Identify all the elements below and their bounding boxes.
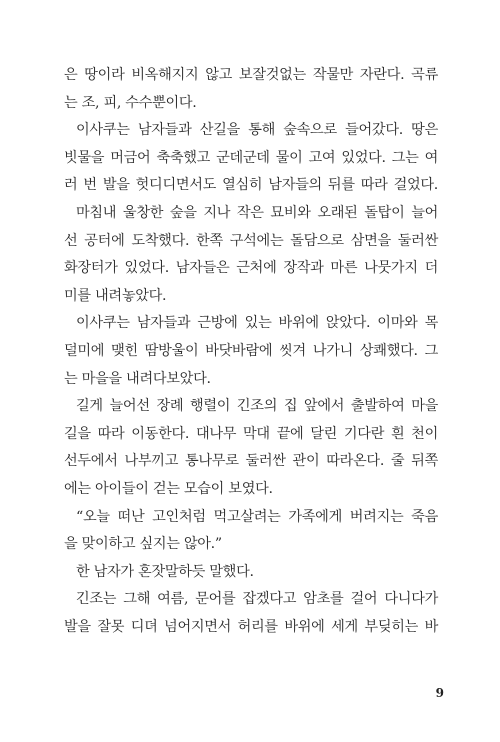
text-line: 은 땅이라 비옥해지지 않고 보잘것없는 작물만 자란다. 곡류 xyxy=(64,67,438,83)
text-line: 을 맞이하고 싶지는 않아.” xyxy=(64,536,222,553)
text-line: 러 번 발을 헛디디면서도 열심히 남자들의 뒤를 따라 걸었다. xyxy=(64,177,438,194)
text-line: 미를 내려놓았다. xyxy=(64,287,167,304)
text-line: 덜미에 맺힌 땀방울이 바닷바람에 씻겨 나가니 상쾌했다. 그 xyxy=(64,342,438,359)
text-line: 긴조는 그해 여름, 문어를 잡겠다고 암초를 걸어 다니다가 xyxy=(76,591,438,608)
text-line: 는 마을을 내려다보았다. xyxy=(64,370,211,387)
text-line: 길게 늘어선 장례 행렬이 긴조의 집 앞에서 출발하여 마을 xyxy=(76,398,438,415)
text-line: 선두에서 나부끼고 통나무로 둘러싼 관이 따라온다. 줄 뒤쪽 xyxy=(64,453,438,470)
page-number: 9 xyxy=(435,686,444,700)
text-line: 이사쿠는 남자들과 근방에 있는 바위에 앉았다. 이마와 목 xyxy=(76,315,438,332)
text-line: 화장터가 있었다. 남자들은 근처에 장작과 마른 나뭇가지 더 xyxy=(64,260,438,277)
text-line: 한 남자가 혼잣말하듯 말했다. xyxy=(76,563,254,580)
text-line: 길을 따라 이동한다. 대나무 막대 끝에 달린 기다란 흰 천이 xyxy=(64,425,438,442)
text-line: “오늘 떠난 고인처럼 먹고살려는 가족에게 버려지는 죽음 xyxy=(76,508,438,525)
text-line: 는 조, 피, 수수뿐이다. xyxy=(64,94,197,111)
page-body xyxy=(64,62,438,641)
text-line: 마침내 울창한 숲을 지나 작은 묘비와 오래된 돌탑이 늘어 xyxy=(76,204,438,221)
text-line: 빗물을 머금어 축축했고 군데군데 물이 고여 있었다. 그는 여 xyxy=(64,149,438,166)
text-line: 이사쿠는 남자들과 산길을 통해 숲속으로 들어갔다. 땅은 xyxy=(76,122,438,139)
text-line: 에는 아이들이 걷는 모습이 보였다. xyxy=(64,480,273,497)
text-line: 선 공터에 도착했다. 한쪽 구석에는 돌담으로 삼면을 둘러싼 xyxy=(64,232,438,249)
text-line: 발을 잘못 디뎌 넘어지면서 허리를 바위에 세게 부딪히는 바 xyxy=(64,618,438,635)
